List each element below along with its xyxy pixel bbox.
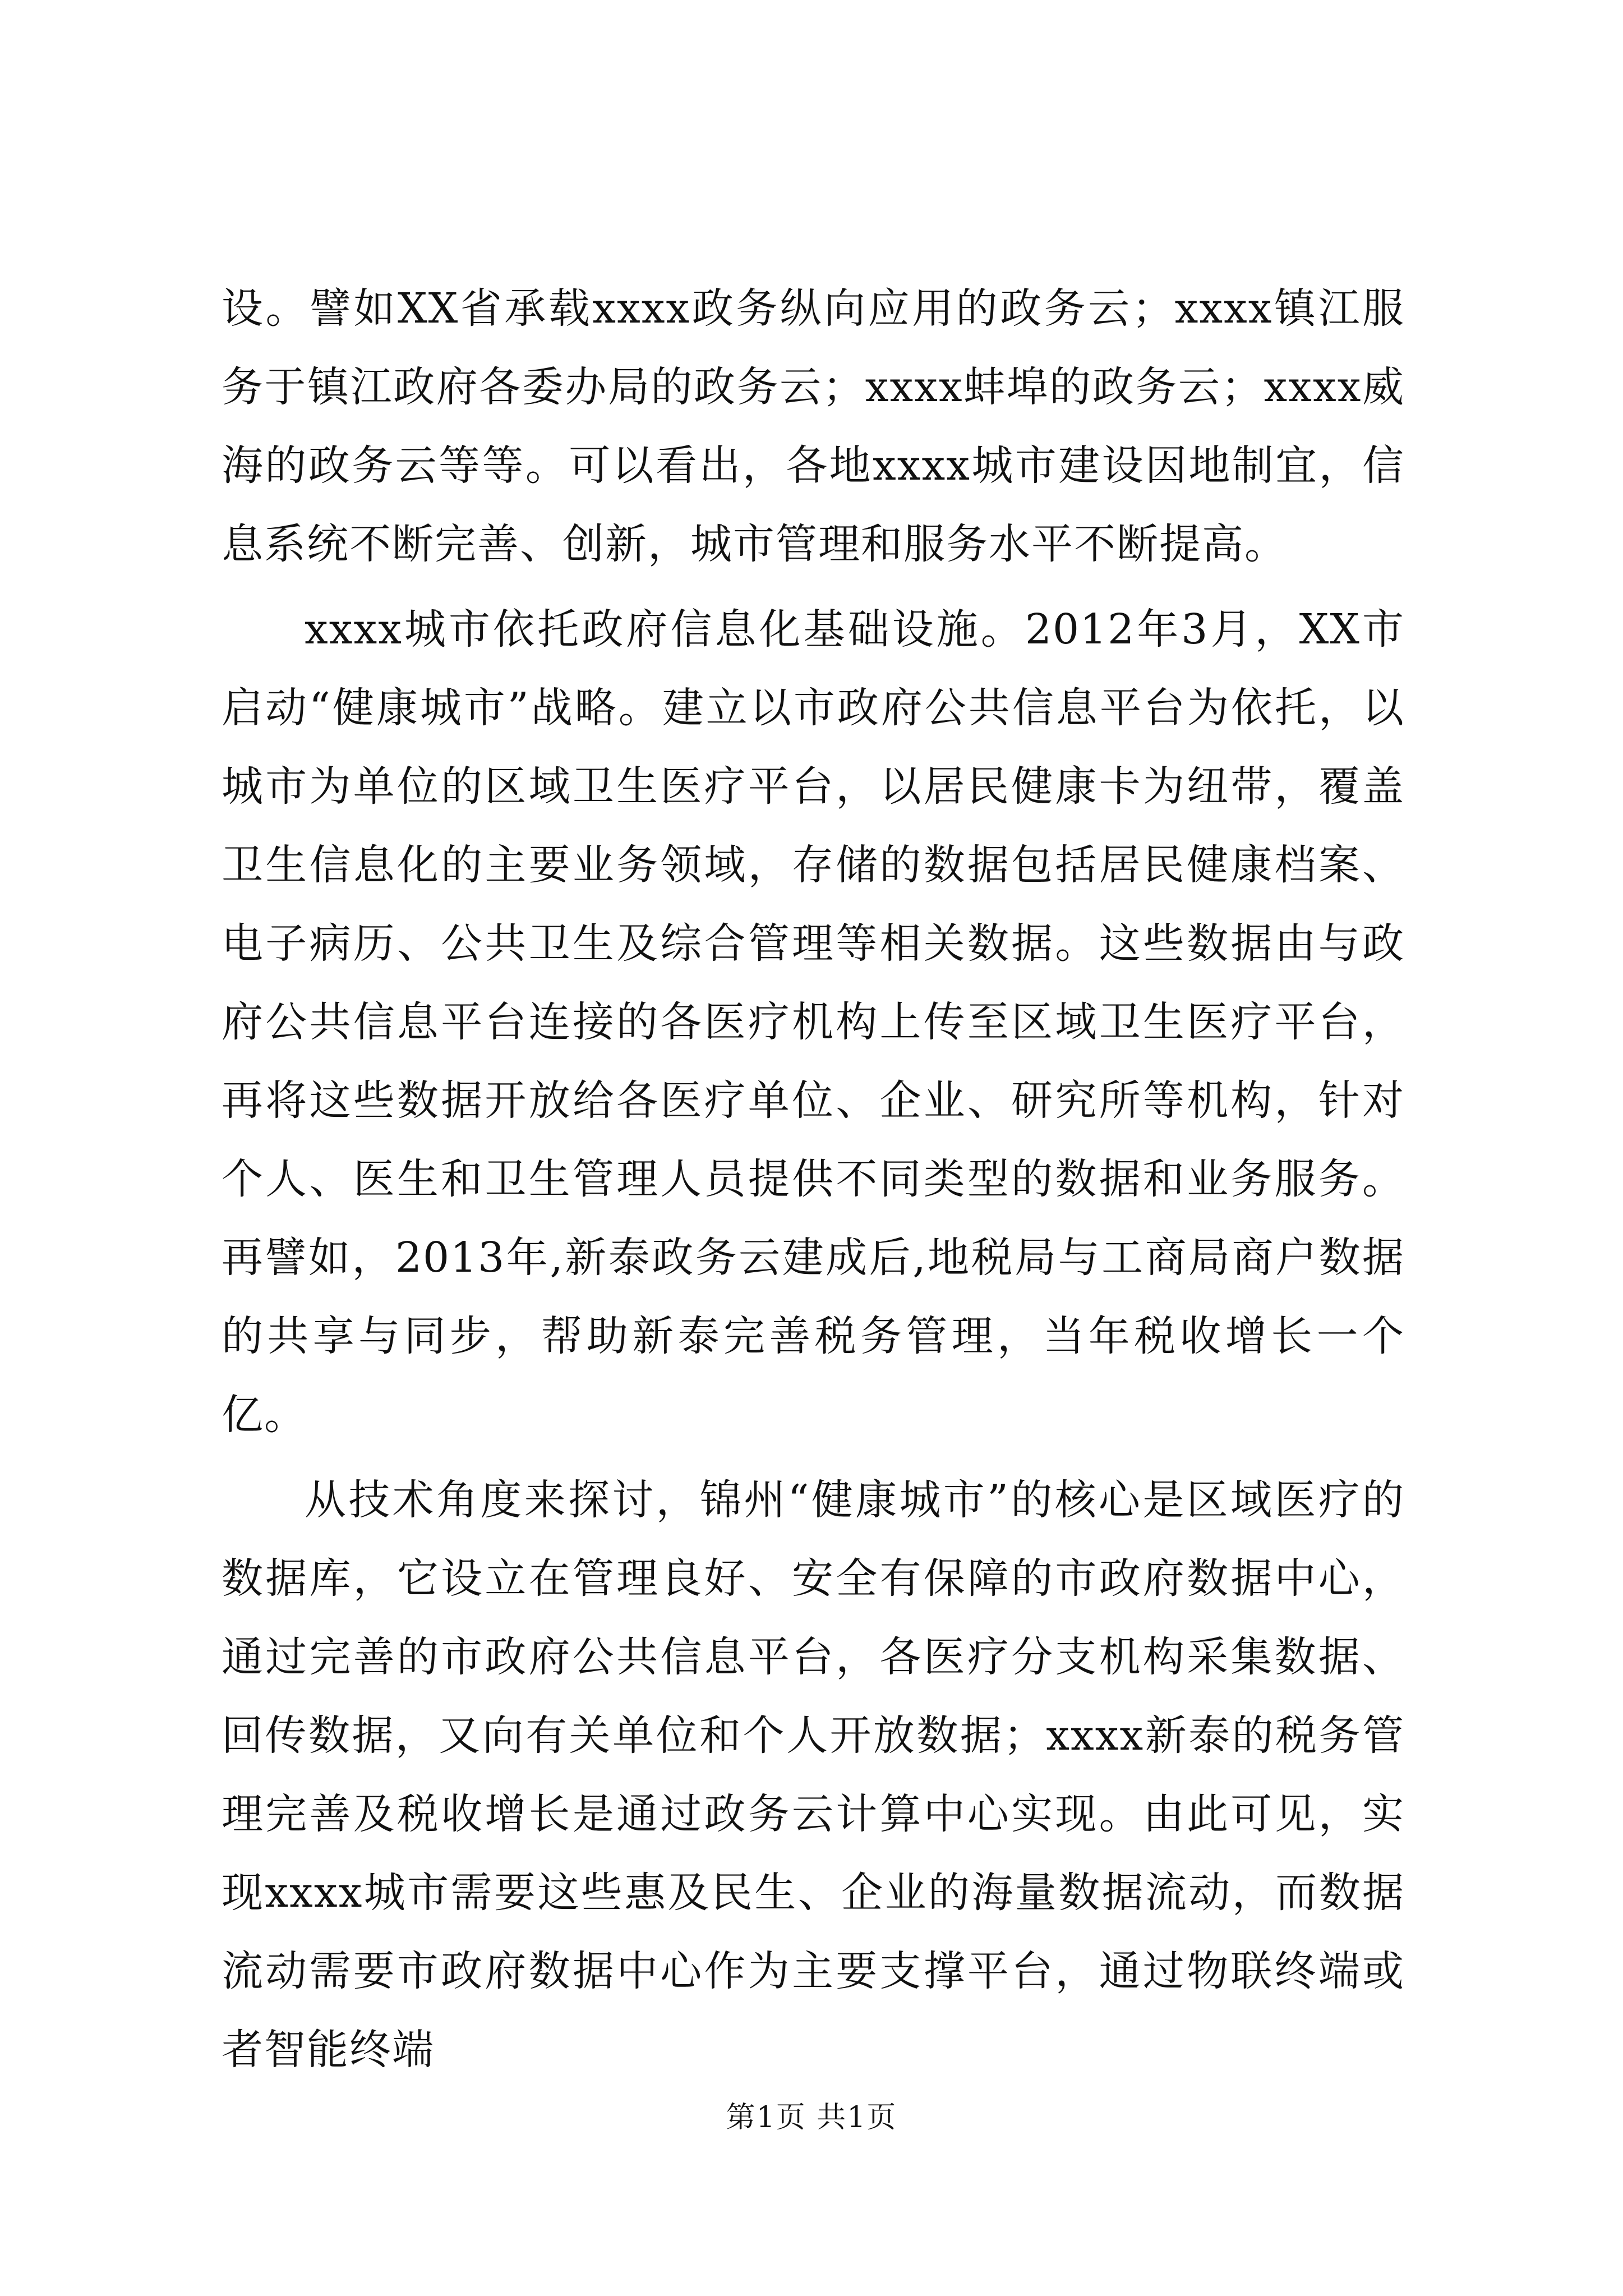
body-text	[222, 269, 1405, 2089]
paragraph-1: 设。譬如XX省承载xxxx政务纵向应用的政务云；xxxx镇江服务于镇江政府各委办局的政务云；xxxx蚌埠的政务云；xxxx威海的政务云等等。可以看出，各地xxxx城市建设因地制宜，信息系统不断完善、创新，城市管理和服务水平不断提高。	[222, 284, 1405, 568]
page-footer: 第1页 共1页	[726, 2101, 897, 2134]
paragraph-3: 从技术角度来探讨，锦州“健康城市”的核心是区域医疗的数据库，它设立在管理良好、安全有保障的市政府数据中心，通过完善的市政府公共信息平台，各医疗分支机构采集数据、回传数据，又向有关单位和个人开放数据；xxxx新泰的税务管理完善及税收增长是通过政务云计算中心实现。由此可见，实现xxxx城市需要这些惠及民生、企业的海量数据流动，而数据流动需要市政府数据中心作为主要支撑平台，通过物联终端或者智能终端	[222, 1476, 1405, 2074]
paragraph-2: xxxx城市依托政府信息化基础设施。2012年3月，XX市启动“健康城市”战略。建立以市政府公共信息平台为依托，以城市为单位的区域卫生医疗平台，以居民健康卡为纽带，覆盖卫生信息化的主要业务领域，存储的数据包括居民健康档案、电子病历、公共卫生及综合管理等相关数据。这些数据由与政府公共信息平台连接的各医疗机构上传至区域卫生医疗平台，再将这些数据开放给各医疗单位、企业、研究所等机构，针对个人、医生和卫生管理人员提供不同类型的数据和业务服务。再譬如，2013年,新泰政务云建成后,地税局与工商局商户数据的共享与同步，帮助新泰完善税务管理，当年税收增长一个亿。	[222, 605, 1405, 1439]
